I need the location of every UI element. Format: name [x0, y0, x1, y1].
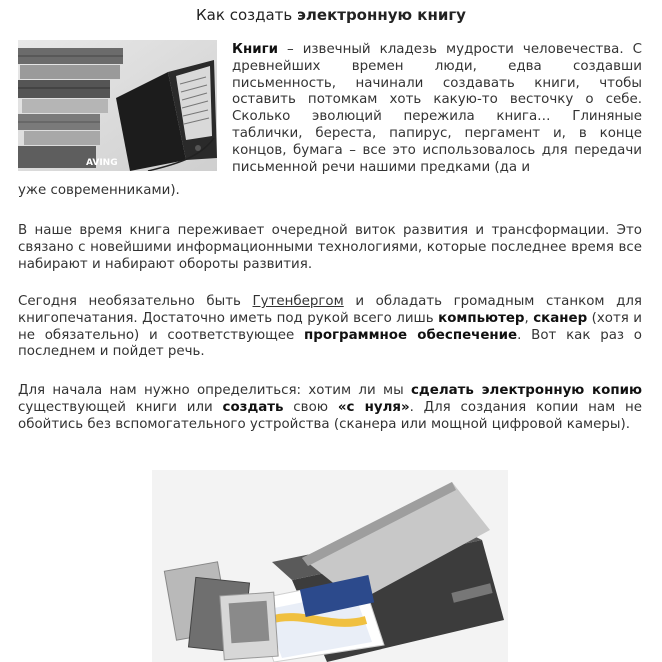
ebook-illustration: [18, 40, 217, 171]
gutenberg-link[interactable]: Гутенбергом: [252, 294, 344, 309]
title-bold: электронную книгу: [297, 6, 466, 24]
scanner-illustration: [152, 470, 508, 662]
software-term: программное обеспечение: [304, 327, 518, 343]
ebook-hero-image: [18, 40, 217, 171]
paragraph-1-tail: уже современниками).: [18, 183, 180, 198]
scanner-term: сканер: [533, 310, 588, 326]
make-copy-term: сделать электронную копию: [410, 383, 642, 398]
page-title: Как создать электронную книгу: [196, 6, 466, 24]
from-scratch-term: «с нуля»: [337, 399, 410, 415]
paragraph-4: Для начала нам нужно определиться: хотим ли мы сделать электронную копию существующей книги или создать свою «с нуля». Для создания копии нам не обойтись без вспомогательного устройства (сканера или мощной цифровой камеры).: [18, 383, 642, 432]
paragraph-2: В наше время книга переживает очередной виток развития и трансформации. Это связано с новейшими информационными технологиями, которые последнее время все набирают и набирают обороты развития.: [18, 223, 642, 272]
watermark-text: AVING: [86, 158, 118, 168]
books-term: Книги: [232, 42, 278, 57]
paragraph-1: Книги – извечный кладезь мудрости человечества. С древнейших времен люди, едва создавши письменность, начинали создавать книги, чтобы оставить потомкам хоть какую-то весточку о себе. Сколько эволюций пережила книга… Глиняные таблички, береста, папирус, пергамент и, в конце концов, бумага – все это использовалось для передачи письменной речи нашими предками (да и: [232, 42, 642, 175]
scanner-image: [152, 470, 508, 662]
paragraph-3: Сегодня необязательно быть Гутенбергом и обладать громадным станком для книгопечатания. Достаточно иметь под рукой всего лишь компьютер, сканер (хотя и не обязательно) и соответствующее программное обеспечение. Вот как раз о последнем и пойдет речь.: [18, 294, 642, 360]
create-term: создать: [222, 399, 284, 415]
computer-term: компьютер: [438, 310, 525, 326]
